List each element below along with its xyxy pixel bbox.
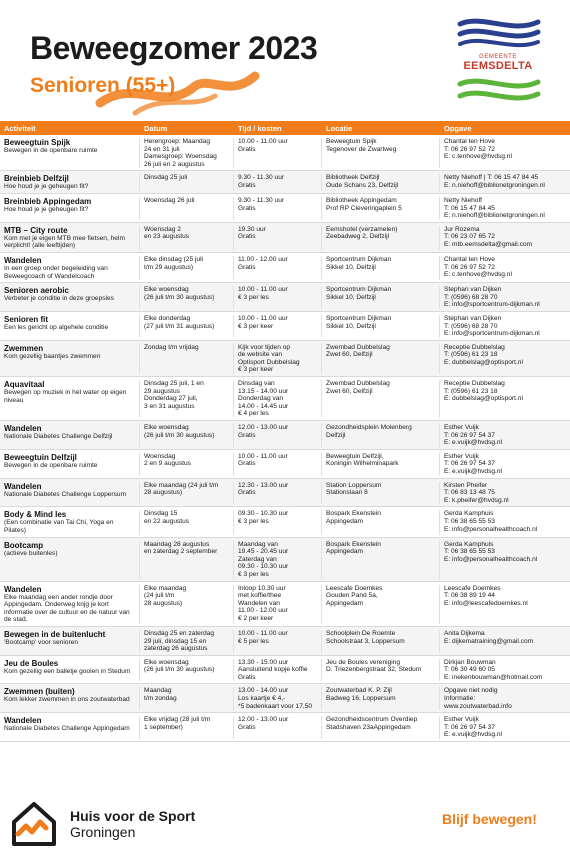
activity-description: 'Bootcamp' voor senioren [4, 638, 78, 646]
cell-tijd: Dinsdag van 13.15 - 14.00 uur Donderdag van 14.00 - 14.45 uur € 4 per les [234, 380, 322, 418]
table-row [0, 684, 570, 713]
house-logo-icon [10, 800, 58, 846]
cell-tijd: 13.00 - 14.00 uur Los kaartje € 4,- *5 badenkaart voor 17,50 [234, 687, 322, 710]
activity-description: Nationale Diabetes Challenge Delfzijl [4, 433, 113, 441]
cell-locatie: Bospark Ekenstein Appingedam [322, 541, 440, 579]
org-line1: Huis voor de Sport [70, 808, 196, 824]
table-row [0, 538, 570, 582]
cell-opgave: Chantal ten Hove T: 06 26 97 52 72 E: c.tenhove@hvdsg.nl [444, 255, 512, 279]
activity-description: In een groep onder begeleiding van Beweegcoach of Wandelcoach [4, 264, 108, 280]
cell-datum: Zondag t/m vrijdag [140, 344, 234, 374]
cell-activiteit [0, 315, 140, 338]
cell-activiteit [0, 174, 140, 191]
table-row [0, 421, 570, 450]
cell-opgave: Opgave niet nodig Informatie: www.zoutwaterbad.info [444, 687, 512, 710]
activity-name: Bewegen in de buitenlucht [4, 629, 106, 639]
cell-tijd: 10.00 - 11.00 uur € 3 per les [234, 286, 322, 309]
cell-opgave: Leescafe Doemkes T: 06 38 89 19 44 E: info@leescafedoemkes.nl [444, 584, 528, 607]
activity-name: Zwemmen [4, 343, 44, 353]
cell-datum: Maandag t/m zondag [140, 687, 234, 710]
cell-datum: Elke dinsdag (25 juli t/m 29 augustus) [140, 256, 234, 280]
cell-datum: Elke vrijdag (28 juli t/m 1 september) [140, 716, 234, 739]
cell-tijd: 11.00 - 12.00 uur Gratis [234, 256, 322, 280]
cell-tijd: 9.30 - 11.30 uur Gratis [234, 174, 322, 191]
activity-name: Senioren fit [4, 314, 49, 324]
cell-activiteit [0, 585, 140, 624]
table-row [0, 582, 570, 627]
cell-datum: Elke donderdag (27 juli t/m 31 augustus) [140, 315, 234, 338]
cell-opgave: Chantal ten Hove T: 06 26 97 52 72 E: c.tenhove@hvdsg.nl [444, 138, 512, 161]
page-subtitle: Senioren (55+) [30, 74, 176, 97]
cell-opgave: Gerda Kamphuis T: 06 38 65 55 53 E: info@personalhealthcoach.nl [444, 510, 538, 533]
cell-locatie: Bibliotheek Appingedam Prof RP Cleveringaplein 5 [322, 197, 440, 220]
cell-tijd: Inloop 10.30 uur met koffie/thee Wandelen van 11.00 - 12.00 uur € 2 per keer [234, 585, 322, 624]
table-row [0, 627, 570, 656]
cell-datum: Maandag 28 augustus en zaterdag 2 september [140, 541, 234, 579]
table-row [0, 171, 570, 194]
cell-activiteit [0, 226, 140, 250]
activity-name: Zwemmen (buiten) [4, 687, 75, 697]
cell-locatie: Zwembad Dubbelslag Zwet 60, Delfzijl [322, 380, 440, 418]
cell-datum: Woensdag 26 juli [140, 197, 234, 220]
activity-name: Wandelen [4, 716, 42, 726]
org-line2: Groningen [70, 824, 136, 840]
activity-description: (Een combinatie van Tai Chi, Yoga en Pilates) [4, 519, 114, 534]
cell-datum: Elke maandag (24 juli t/m 28 augustus) [140, 585, 234, 624]
cell-locatie: Eemshotel (verzamelen) Zeebadweg 2, Delfzijl [322, 226, 440, 250]
col-header-activiteit: Activiteit [4, 123, 36, 133]
cell-opgave: Esther Vuijk T: 06 26 97 54 37 E: e.vuijk@hvdsg.nl [444, 716, 503, 739]
cell-activiteit [0, 482, 140, 505]
cell-activiteit [0, 687, 140, 710]
cell-datum: Dinsdag 15 en 22 augustus [140, 510, 234, 534]
activity-description: Bewegen op muziek in het water op eigen niveau [4, 389, 127, 404]
cell-locatie: Sportcentrum Dijkman Sikkel 10, Delfzijl [322, 286, 440, 309]
table-row [0, 450, 570, 479]
wave-blue-icon [452, 14, 544, 50]
activity-description: Verbeter je conditie in deze groepsles [4, 295, 114, 303]
cell-locatie: Gezondheidsplein Molenberg Delfzijl [322, 424, 440, 447]
cell-activiteit [0, 256, 140, 280]
activity-name: Breinbieb Delfzijl [4, 174, 69, 184]
cell-tijd: Kijk voor tijden op de website van Optisport Dubbelslag € 3 per keer [234, 344, 322, 374]
col-header-locatie: Locatie [326, 123, 353, 133]
col-header-tijd: Tijd / kosten [238, 123, 282, 133]
cell-tijd: 09.30 - 10.30 uur € 3 per les [234, 510, 322, 534]
cell-locatie: Beweegtuin Spijk Tegenover de Zwartweg [322, 138, 440, 168]
activity-name: Bootcamp [4, 540, 44, 550]
cell-locatie: Bibliotheek Delfzijl Oude Schans 23, Delfzijl [322, 174, 440, 191]
table-row [0, 377, 570, 421]
activity-name: Wandelen [4, 255, 42, 265]
cell-opgave: Esther Vuijk T: 06 26 97 54 37 E: e.vuijk@hvdsg.nl [444, 452, 503, 475]
cell-opgave: Netty Niehoff T: 06 15 47 84 45 E: n.niehoff@biblionetgroningen.nl [444, 196, 545, 220]
activity-description: Kom met je eigen MTB mee fietsen, helm verplicht! (alle leeftijden) [4, 234, 125, 250]
cell-opgave: Jur Rozema T: 06 23 07 65 72 E: mtb.eemsdelta@gmail.com [444, 225, 533, 248]
table-row [0, 656, 570, 685]
cell-opgave: Receptie Dubbelslag T: (0596) 61 23 18 E: dubbelslag@optisport.nl [444, 343, 523, 366]
cell-activiteit [0, 716, 140, 739]
cell-activiteit [0, 659, 140, 682]
activity-description: Elke maandag een ander rondje door Appingedam. Onderweg krijg je kort informatie over de cultuur en de natuur van de stad. [4, 593, 130, 624]
cell-tijd: 10.00 - 11.00 uur Gratis [234, 138, 322, 168]
cell-locatie: Sportcentrum Dijkman Sikkel 10, Delfzijl [322, 256, 440, 280]
cell-datum: Dinsdag 25 en zaterdag 29 juli, dinsdag 15 en zaterdag 26 augustus [140, 630, 234, 653]
cell-tijd: 10.00 - 11.00 uur € 3 per keer [234, 315, 322, 338]
table-row [0, 135, 570, 171]
cell-opgave: Anita Dijkema E: dijkematraining@gmail.com [444, 629, 534, 645]
cell-datum: Elke woensdag (26 juli t/m 30 augustus) [140, 424, 234, 447]
table-row [0, 283, 570, 312]
cell-locatie: Zoutwaterbad K. P. Zijl Badweg 16, Loppersum [322, 687, 440, 710]
table-row [0, 312, 570, 341]
logo-line1: GEMEENTE [479, 54, 517, 60]
cell-datum: Elke woensdag (26 juli t/m 30 augustus) [140, 659, 234, 682]
activity-description: Nationale Diabetes Challenge Appingedam [4, 725, 130, 733]
cell-activiteit [0, 138, 140, 168]
activity-description: Kom gezellig baantjes zwemmen [4, 352, 101, 360]
cell-activiteit [0, 344, 140, 374]
activity-name: Body & Mind les [4, 510, 67, 520]
cell-tijd: 19.30 uur Gratis [234, 226, 322, 250]
cell-activiteit [0, 453, 140, 476]
cell-locatie: Station Loppersum Stationslaan 8 [322, 482, 440, 505]
activity-name: Senioren aerobic [4, 286, 69, 296]
activity-description: Een les gericht op algehele conditie [4, 323, 109, 331]
page-footer [0, 796, 570, 853]
cell-opgave: Stephan van Dijken T: (0596) 68 28 70 E: info@sportcentrum-dijkman.nl [444, 286, 540, 309]
activity-name: Jeu de Boules [4, 658, 59, 668]
cell-locatie: Leescafe Doemkes Gouden Pand 5a, Appingedam [322, 585, 440, 624]
cell-tijd: 12.00 - 13.00 uur Gratis [234, 424, 322, 447]
activity-description: Kom lekker zwemmen in ons zoutwaterbad [4, 696, 130, 704]
cell-activiteit [0, 197, 140, 220]
activity-name: Beweegtuin Spijk [4, 138, 71, 147]
cell-tijd: 12.00 - 13.00 uur Gratis [234, 716, 322, 739]
cell-activiteit [0, 286, 140, 309]
table-body [0, 135, 570, 742]
cell-activiteit [0, 541, 140, 579]
page-title: Beweegzomer 2023 [30, 30, 318, 66]
cell-tijd: 12.30 - 13.00 uur Gratis [234, 482, 322, 505]
cell-locatie: Gezondheidscentrum Overdiep Stadshaven 23aAppingedam [322, 716, 440, 739]
cell-activiteit [0, 424, 140, 447]
cell-datum: Elke maandag (24 juli t/m 28 augustus) [140, 482, 234, 505]
activity-description: Kom gezellig een balletje gooien in Stedum [4, 667, 131, 675]
cell-locatie: Schoolplein De Roemte Schoolstraat 3, Loppersum [322, 630, 440, 653]
gemeente-eemsdelta-logo [452, 14, 544, 114]
activity-name: Wandelen [4, 481, 42, 491]
table-header [0, 121, 570, 135]
cell-locatie: Jeu de Boules vereniging D. Triezenbergstraat 32, Stedum [322, 659, 440, 682]
activity-description: Bewegen in de openbare ruimte [4, 147, 98, 154]
cell-datum: Herengroep: Maandag 24 en 31 juli Damesgroep: Woensdag 26 juli en 2 augustus [140, 138, 234, 168]
page-header [0, 0, 570, 120]
cell-datum: Woensdag 2 en 23 augustus [140, 226, 234, 250]
cell-opgave: Dirkjan Bouwman T: 06 30 49 60 05 E: inekenbouwman@hotmail.com [444, 658, 543, 681]
slogan: Blijf bewegen! [442, 811, 537, 827]
table-row [0, 479, 570, 508]
cell-activiteit [0, 380, 140, 418]
cell-datum: Elke woensdag (26 juli t/m 30 augustus) [140, 286, 234, 309]
activity-description: Hoe houd je je geheugen fit? [4, 205, 89, 213]
activity-name: Breinbieb Appingedam [4, 196, 92, 206]
col-header-datum: Datum [144, 123, 168, 133]
table-row [0, 341, 570, 377]
logo-text [452, 54, 544, 72]
cell-locatie: Bospark Ekenstein Appingedam [322, 510, 440, 534]
cell-tijd: 10.00 - 11.00 uur € 5 per les [234, 630, 322, 653]
cell-datum: Woensdag 2 en 9 augustus [140, 453, 234, 476]
cell-tijd: 9.30 - 11.30 uur Gratis [234, 197, 322, 220]
wave-green-icon [452, 74, 544, 114]
cell-opgave: Netty Niehoff | T: 06 15 47 84 45 E: n.niehoff@biblionetgroningen.nl [444, 174, 545, 189]
activity-name: Beweegtuin Delfzijl [4, 452, 77, 462]
activity-name: Wandelen [4, 584, 42, 594]
activity-description: Hoe houd je je geheugen fit? [4, 183, 89, 191]
cell-tijd: 13.30 - 15.00 uur Aansluitend kopje koffie Gratis [234, 659, 322, 682]
cell-opgave: Kirsten Pheifer T: 06 83 13 48 75 E: k.pheifer@hvdsg.nl [444, 481, 509, 504]
cell-locatie: Beweegtuin Delfzijl, Koningin Wilhelminapark [322, 453, 440, 476]
table-row [0, 223, 570, 253]
org-name [70, 808, 195, 840]
cell-locatie: Zwembad Dubbelslag Zwet 60, Delfzijl [322, 344, 440, 374]
cell-opgave: Stephan van Dijken T: (0596) 68 28 70 E: info@sportcentrum-dijkman.nl [444, 314, 540, 338]
activity-name: Wandelen [4, 424, 42, 434]
activity-name: MTB – City route [4, 225, 68, 235]
col-header-opgave: Opgave [444, 123, 472, 133]
table-row [0, 507, 570, 537]
activity-name: Aquavitaal [4, 380, 45, 390]
cell-datum: Dinsdag 25 juli, 1 en 29 augustus Donderdag 27 juli, 3 en 31 augustus [140, 380, 234, 418]
cell-datum: Dinsdag 25 juli [140, 174, 234, 191]
table-row [0, 713, 570, 742]
cell-activiteit [0, 510, 140, 534]
cell-activiteit [0, 630, 140, 653]
activity-description: Nationale Diabetes Challenge Loppersum [4, 490, 127, 498]
logo-line2: EEMSDELTA [463, 60, 533, 72]
cell-opgave: Gerda Kamphuis T: 06 38 65 55 53 E: info@personalhealthcoach.nl [444, 540, 538, 563]
table-row [0, 194, 570, 223]
activity-description: Bewegen in de openbare ruimte [4, 461, 98, 469]
cell-opgave: Receptie Dubbelslag T: (0596) 61 23 18 E: dubbelslag@optisport.nl [444, 380, 523, 403]
activity-description: (actieve buitenles) [4, 549, 58, 557]
activities-table [0, 121, 570, 742]
cell-opgave: Esther Vuijk T: 06 26 97 54 37 E: e.vuijk@hvdsg.nl [444, 424, 503, 447]
cell-tijd: 10.00 - 11.00 uur Gratis [234, 453, 322, 476]
cell-locatie: Sportcentrum Dijkman Sikkel 10, Delfzijl [322, 315, 440, 338]
cell-tijd: Maandag van 19.45 - 20.45 uur Zaterdag van 09.30 - 10.30 uur € 3 per les [234, 541, 322, 579]
table-row [0, 253, 570, 283]
